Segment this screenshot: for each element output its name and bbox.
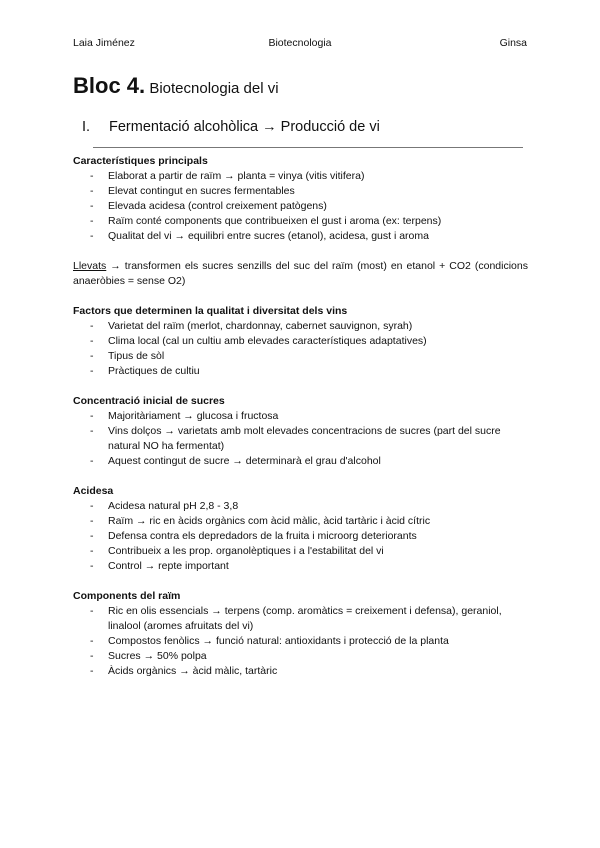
list-factors [73,319,528,379]
list-item: - Sucres → 50% polpa [73,649,528,664]
heading-acidesa: Acidesa [73,485,114,497]
list-item: - Compostos fenòlics → funció natural: antioxidants i protecció de la planta [73,634,528,649]
list-item: - Raïm → ric en àcids orgànics com àcid màlic, àcid tartàric i àcid cítric [73,514,528,529]
section-number: I. [82,119,91,135]
list-acidesa [73,499,528,574]
list-item: - Àcids orgànics → àcid màlic, tartàric [73,664,528,679]
document-body [73,154,528,694]
list-item: - Elaborat a partir de raïm → planta = vinya (vitis vitifera) [73,169,528,184]
list-item: - Defensa contra els depredadors de la fruita i microorg deteriorants [73,529,528,544]
list-item: - Tipus de sòl [73,349,528,364]
list-item: - Pràctiques de cultiu [73,364,528,379]
list-item: - Control → repte important [73,559,528,574]
list-item: - Elevat contingut en sucres fermentables [73,184,528,199]
list-item: - Contribueix a les prop. organolèptiques i a l'estabilitat del vi [73,544,528,559]
heading-caracteristiques: Característiques principals [73,155,208,167]
list-item: - Varietat del raïm (merlot, chardonnay, cabernet sauvignon, syrah) [73,319,528,334]
list-item: - Ric en olis essencials → terpens (comp. aromàtics = creixement i defensa), geraniol, linalool (aromes afruitats del vi) [73,604,528,634]
heading-components: Components del raïm [73,590,181,602]
page-header [73,37,527,51]
page-title [73,73,279,99]
header-subject: Biotecnologia [268,37,332,49]
section-divider [93,147,523,148]
list-item: - Raïm conté components que contribueixen el gust i aroma (ex: terpens) [73,214,528,229]
heading-factors: Factors que determinen la qualitat i diversitat dels vins [73,305,348,317]
section-heading [82,119,380,135]
list-item: - Qualitat del vi → equilibri entre sucres (etanol), acidesa, gust i aroma [73,229,528,244]
list-caracteristiques [73,169,528,244]
paragraph-llevats [73,259,528,289]
header-course: Ginsa [499,37,527,49]
section-label: Fermentació alcohòlica → Producció de vi [109,119,380,135]
list-item: - Elevada acidesa (control creixement patògens) [73,199,528,214]
llevats-text: → transformen els sucres senzills del suc del raïm (most) en etanol + CO2 (condicions anaeròbies = sense O2) [73,260,528,287]
term-llevats: Llevats [73,260,107,272]
title-dot: . [139,73,146,98]
list-sucres [73,409,528,469]
list-item: - Majoritàriament → glucosa i fructosa [73,409,528,424]
heading-sucres: Concentració inicial de sucres [73,395,225,407]
list-item: - Acidesa natural pH 2,8 - 3,8 [73,499,528,514]
list-item: - Vins dolços → varietats amb molt elevades concentracions de sucres (part del sucre natural NO ha fermentat) [73,424,528,454]
header-author: Laia Jiménez [73,37,135,49]
list-item: - Clima local (cal un cultiu amb elevades característiques adaptatives) [73,334,528,349]
title-bold: Bloc 4 [73,73,140,98]
list-item: - Aquest contingut de sucre → determinarà el grau d'alcohol [73,454,528,469]
title-rest: Biotecnologia del vi [145,80,279,97]
list-components [73,604,528,679]
